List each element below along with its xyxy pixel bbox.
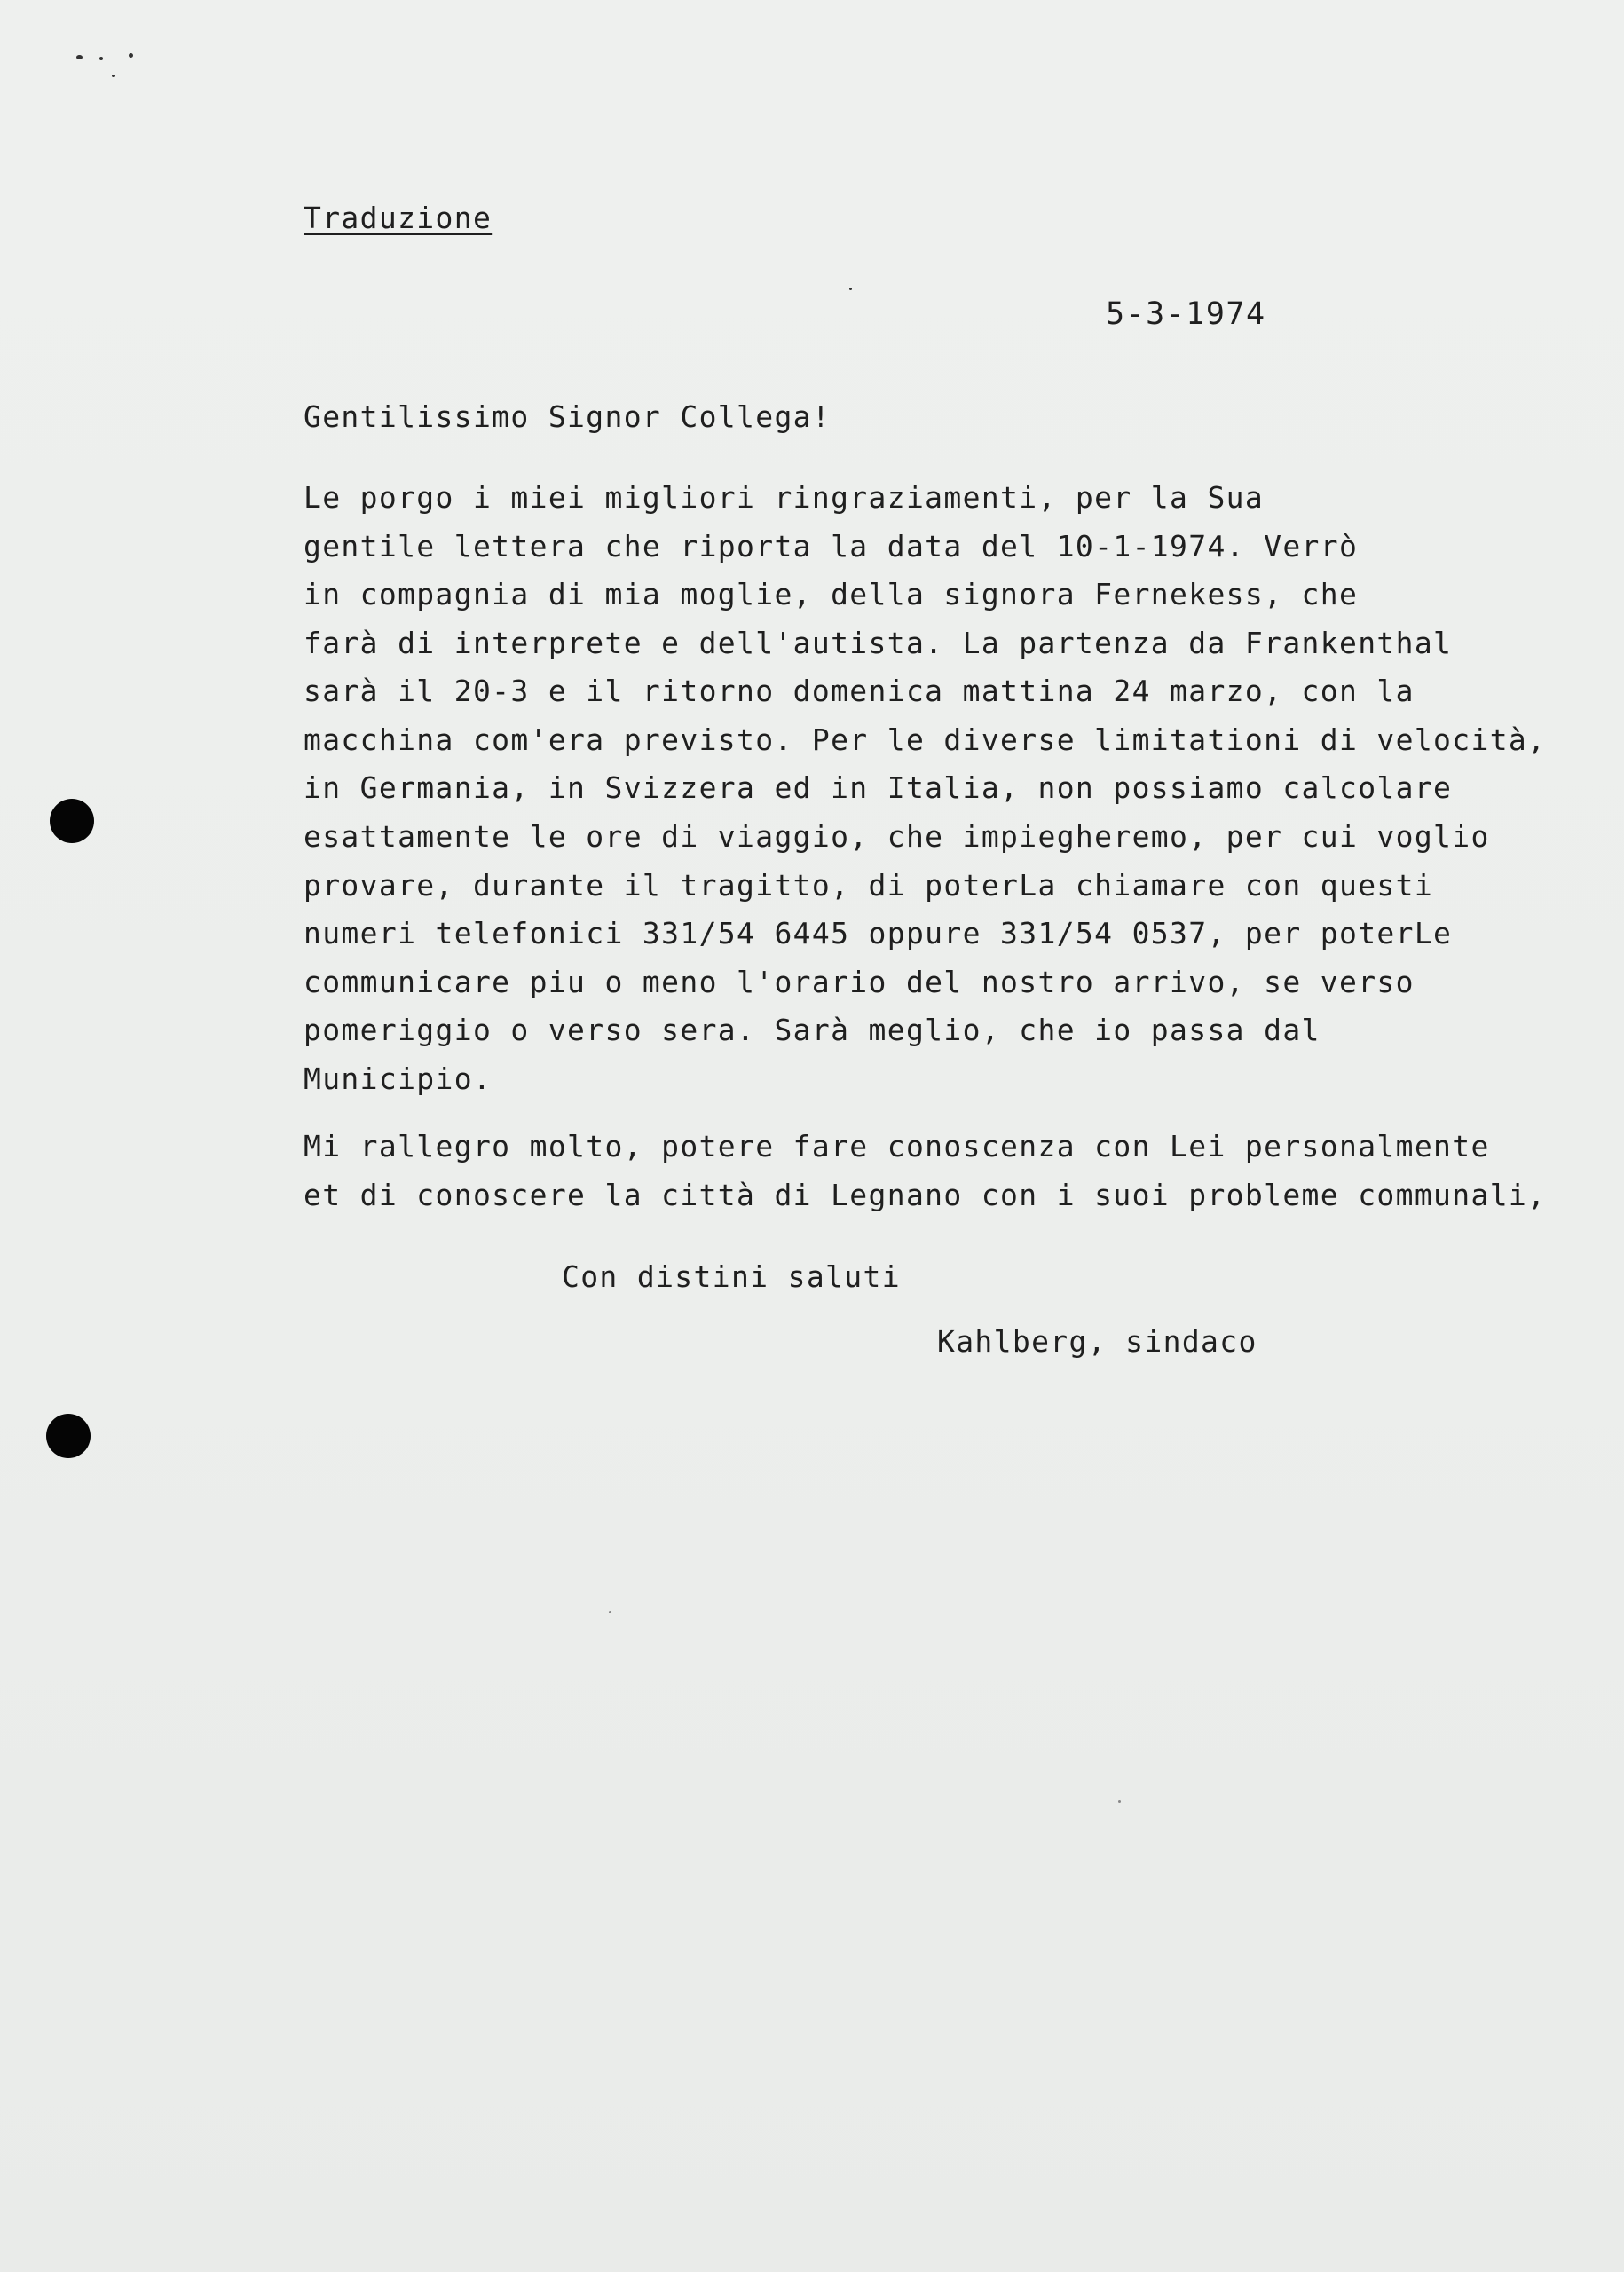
top-left-mark [76, 55, 83, 59]
letter-date: 5-3-1974 [1106, 296, 1266, 332]
closing: Con distini saluti [562, 1259, 901, 1294]
punch-hole [46, 1414, 91, 1458]
body-line: in Germania, in Svizzera ed in Italia, non possiamo calcolare [304, 770, 1453, 805]
body-line: gentile lettera che riporta la data del 10-1-1974. Verrò [304, 529, 1359, 564]
top-left-mark [112, 75, 115, 77]
body-line: Le porgo i miei migliori ringraziamenti, per la Sua [304, 480, 1265, 515]
body-line: provare, durante il tragitto, di poterLa chiamare con questi [304, 868, 1434, 903]
body-line: et di conoscere la città di Legnano con i suoi probleme communali, [304, 1178, 1547, 1212]
body-line: communicare piu o meno l'orario del nostro arrivo, se verso [304, 965, 1415, 999]
top-left-mark [129, 53, 133, 58]
paper-speck [849, 288, 852, 290]
body-line: Mi rallegro molto, potere fare conoscenza con Lei personalmente [304, 1129, 1490, 1164]
document-heading: Traduzione [304, 201, 493, 235]
body-line: pomeriggio o verso sera. Sarà meglio, che io passa dal [304, 1013, 1320, 1047]
body-line: macchina com'era previsto. Per le diverse limitationi di velocità, [304, 722, 1547, 757]
salutation: Gentilissimo Signor Collega! [304, 399, 832, 434]
body-line: numeri telefonici 331/54 6445 oppure 331/54 0537, per poterLe [304, 916, 1453, 951]
body-line: esattamente le ore di viaggio, che impiegheremo, per cui voglio [304, 819, 1490, 854]
top-left-mark [99, 57, 103, 60]
signature: Kahlberg, sindaco [937, 1324, 1257, 1359]
body-line: farà di interprete e dell'autista. La partenza da Frankenthal [304, 626, 1453, 660]
punch-hole [50, 799, 94, 843]
paper-speck [1118, 1800, 1121, 1803]
body-line: sarà il 20-3 e il ritorno domenica mattina 24 marzo, con la [304, 674, 1415, 708]
body-line: Municipio. [304, 1061, 493, 1096]
paper-speck [609, 1611, 611, 1613]
body-line: in compagnia di mia moglie, della signora Fernekess, che [304, 577, 1359, 611]
